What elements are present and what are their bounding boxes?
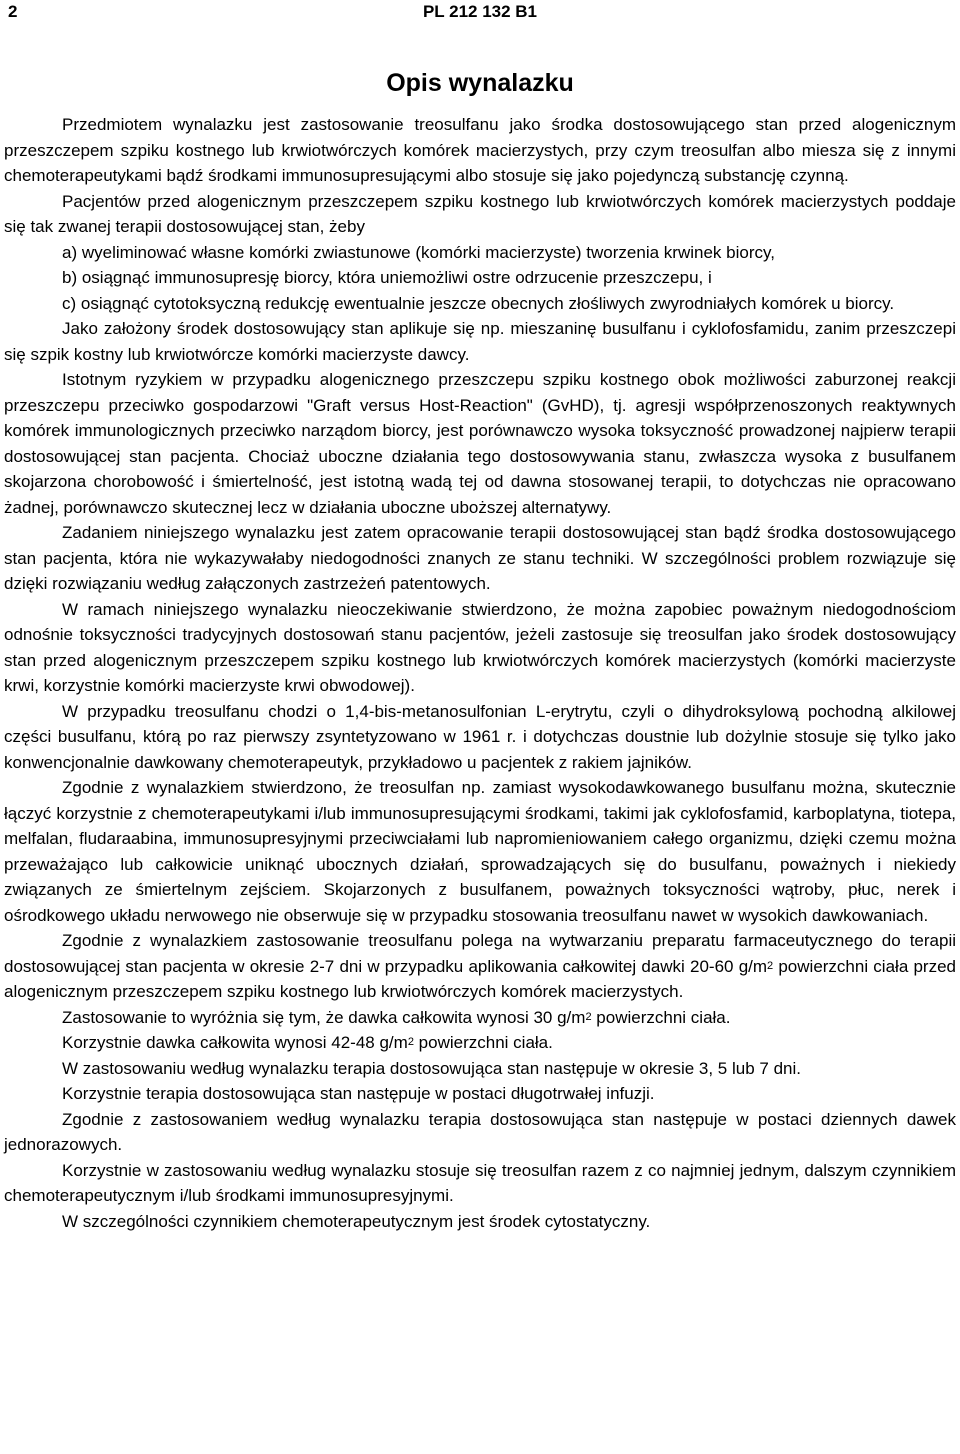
paragraph: W ramach niniejszego wynalazku nieoczekiwanie stwierdzono, że można zapobiec poważnym niedogodnościom odnośnie toksyczności tradycyjnych dostosowań stanu pacjentów, jeżeli zastosuje się treosulfan jako środek dostosowujący stan przed alogenicznym przeszczepem szpiku kostnego lub krwiotwórczych komórek macierzystych (komórki macierzyste krwi, korzystnie komórki macierzyste krwi obwodowej). bbox=[4, 599, 956, 695]
paragraph: Zgodnie z wynalazkiem zastosowanie treosulfanu polega na wytwarzaniu preparatu farmaceutycznego do terapii dostosowującej stan pacjenta w okresie 2-7 dni w przypadku aplikowania całkowitej dawki 20-60 $g/m^2$ powierzchni ciała przed alogenicznym przeszczepem szpiku kostnego lub krwiotwórczych komórek macierzystych. bbox=[4, 931, 956, 1001]
paragraph: W szczególności czynnikiem chemoterapeutycznym jest środek cytostatyczny. bbox=[62, 1211, 651, 1231]
paragraph: Korzystnie w zastosowaniu według wynalazku stosuje się treosulfan razem z co najmniej jednym, dalszym czynnikiem chemoterapeutycznym i/lub środkami immunosupresyjnymi. bbox=[4, 1160, 956, 1205]
list-item: c) osiągnąć cytotoksyczną redukcję ewentualnie jeszcze obecnych złośliwych zwyrodniałych komórek u biorcy. bbox=[62, 293, 895, 313]
paragraph: Pacjentów przed alogenicznym przeszczepem szpiku kostnego lub krwiotwórczych komórek macierzystych poddaje się tak zwanej terapii dostosowującej stan, żeby bbox=[4, 191, 956, 236]
document-body bbox=[4, 112, 956, 1234]
paragraph: Korzystnie terapia dostosowująca stan następuje w postaci długotrwałej infuzji. bbox=[62, 1084, 655, 1103]
paragraph: Zgodnie z wynalazkiem stwierdzono, że treosulfan np. zamiast wysokodawkowanego busulfanu można, skutecznie łączyć korzystnie z chemoterapeutykami i/lub immunosupresującymi środkami, takimi jak cyklofosfamid, karboplatyna, tiotepa, melfalan, fludaraabina, immunosupresyjnymi przeciwciałami lub napromieniowaniem całego organizmu, dzięki czemu można przeważająco lub całkowicie uniknąć ubocznych działań, sprowadzających się do busulfanu, poważnych i niekiedy związanych ze śmiertelnym zejściem. Skojarzonych z busulfanem, poważnych toksyczności wątroby, płuc, nerek i ośrodkowego układu nerwowego nie obserwuje się w przypadku stosowania treosulfanu nawet w wysokich dawkowaniach. bbox=[4, 778, 956, 925]
list-item: b) osiągnąć immunosupresję biorcy, która uniemożliwi ostre odrzucenie przeszczepu, i bbox=[62, 268, 712, 287]
paragraph: Korzystnie dawka całkowita wynosi 42-48 $g/m^2$ powierzchni ciała. bbox=[62, 1033, 553, 1052]
paragraph: Istotnym ryzykiem w przypadku alogenicznego przeszczepu szpiku kostnego obok możliwości zaburzonej reakcji przeszczepu przeciwko gospodarzowi "Graft versus Host-Reaction" (GvHD), tj. agresji współprzenoszonych reaktywnych komórek immunologicznych przeciwko narządom biorcy, jest porównawczo wysoka toksyczność prowadzonej najpierw terapii dostosowującej stan pacjenta. Chociaż uboczne działania tego dostosowywania stanu, zwłaszcza wysoka z busulfanem skojarzona chorobowość i śmiertelność, jest istotną wadą tej od dawna stosowanej terapii, to dotychczas nie opracowano żadnej, porównawczo skutecznej lecz w działania uboczne uboższej alternatywy. bbox=[4, 370, 956, 517]
paragraph: Przedmiotem wynalazku jest zastosowanie treosulfanu jako środka dostosowującego stan przed alogenicznym przeszczepem szpiku kostnego lub krwiotwórczych komórek macierzystych, przy czym treosulfan albo miesza się z innymi chemoterapeutykami bądź środkami immunosupresującymi albo stosuje się jako pojedynczą substancję czynną. bbox=[4, 115, 956, 185]
paragraph: Zastosowanie to wyróżnia się tym, że dawka całkowita wynosi 30 $g/m^2$ powierzchni ciała. bbox=[62, 1007, 731, 1027]
paragraph: Zgodnie z zastosowaniem według wynalazku terapia dostosowująca stan następuje w postaci dziennych dawek jednorazowych. bbox=[4, 1109, 956, 1154]
page-header bbox=[4, 0, 956, 26]
page-number: 2 bbox=[8, 2, 18, 21]
document-id: PL 212 132 B1 bbox=[422, 2, 538, 21]
page-title: Opis wynalazku bbox=[386, 69, 574, 97]
paragraph: Jako założony środek dostosowujący stan aplikuje się np. mieszaninę busulfanu i cyklofosfamidu, zanim przeszczepi się szpik kostny lub krwiotwórcze komórki macierzyste dawcy. bbox=[4, 319, 956, 364]
list-item: a) wyeliminować własne komórki zwiastunowe (komórki macierzyste) tworzenia krwinek biorcy, bbox=[62, 242, 775, 262]
paragraph: Zadaniem niniejszego wynalazku jest zatem opracowanie terapii dostosowującej stan bądź środka dostosowującego stan pacjenta, która nie wykazywałaby niedogodności znanych ze stanu techniki. W szczególności problem rozwiązuje się dzięki rozwiązaniu według załączonych zastrzeżeń patentowych. bbox=[4, 523, 956, 593]
paragraph: W zastosowaniu według wynalazku terapia dostosowująca stan następuje w okresie 3, 5 lub 7 dni. bbox=[62, 1058, 801, 1078]
paragraph: W przypadku treosulfanu chodzi o 1,4-bis-metanosulfonian L-erytrytu, czyli o dihydroksylową pochodną alkilowej części busulfanu, którą po raz pierwszy zsyntetyzowano w 1961 r. i dotychczas doustnie lub dożylnie stosuje się tylko jako konwencjonalnie dawkowany chemoterapeutyk, przykładowo u pacjentek z rakiem jajników. bbox=[4, 701, 956, 772]
